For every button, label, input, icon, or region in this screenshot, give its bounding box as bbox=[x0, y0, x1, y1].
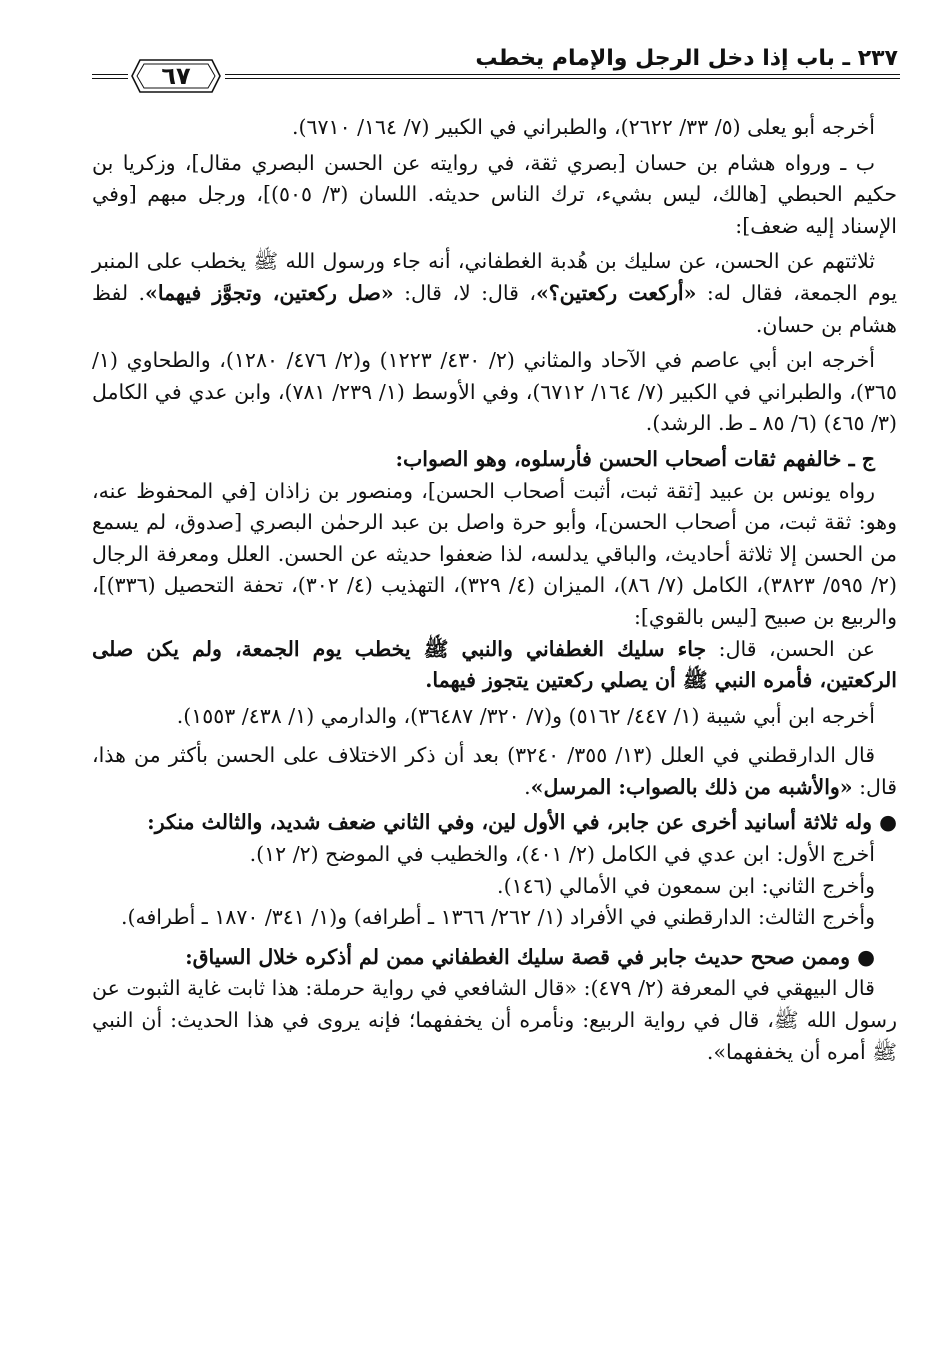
paragraph: وأخرج الثاني: ابن سمعون في الأمالي (١٤٦). bbox=[497, 873, 875, 898]
text-run: ثلاثتهم عن الحسن، عن سليك بن هُدبة الغطفاني، أنه جاء ورسول الله ﷺ يخطب على المنبر يوم الجمعة، فقال له: bbox=[92, 249, 898, 305]
bullet-paragraph: ● وله ثلاثة أسانيد أخرى عن جابر، في الأول لين، وفي الثاني ضعف شديد، والثالث منكر: bbox=[147, 810, 897, 835]
header-rule-left bbox=[92, 74, 128, 79]
hadith-paragraph bbox=[92, 246, 897, 341]
bold-quote: «أركعت ركعتين؟» bbox=[535, 280, 697, 305]
section-heading: ج ـ خالفهم ثقات أصحاب الحسن فأرسلوه، وهو الصواب: bbox=[395, 446, 875, 471]
bold-quote: «صل ركعتين، وتجوَّز فيهما» bbox=[145, 280, 394, 305]
hadith-paragraph bbox=[92, 634, 897, 697]
text-run: ، قال: لا، قال: bbox=[393, 280, 536, 305]
paragraph: ب ـ ورواه هشام بن حسان [بصري ثقة، في روايته عن الحسن البصري مقال]، وزكريا بن حكيم الحبطي [هالك، ليس بشيء، ترك الناس حديثه. اللسان (٣/ ٥٠٥)]، ورجل مبهم [وفي الإسناد إليه ضعف]: bbox=[92, 150, 898, 238]
paragraph: أخرج الأول: ابن عدي في الكامل (٢/ ٤٠١)، والخطيب في الموضح (٢/ ١٢). bbox=[249, 842, 875, 867]
paragraph: أخرجه أبو يعلى (٥/ ٣٣/ ٢٦٢٢)، والطبراني في الكبير (٧/ ١٦٤/ ٦٧١٠). bbox=[292, 115, 875, 139]
page-body bbox=[92, 112, 897, 1068]
paragraph: أخرجه ابن أبي شيبة (١/ ٤٤٧/ ٥١٦٢) و(٧/ ٣٢٠/ ٣٦٤٨٧)، والدارمي (١/ ٤٣٨/ ١٥٥٣). bbox=[176, 703, 875, 728]
bullet-paragraph: ● وممن صحح حديث جابر في قصة سليك الغطفاني ممن لم أذكره خلال السياق: bbox=[185, 944, 875, 969]
running-title: ٢٣٧ ـ باب إذا دخل الرجل والإمام يخطب bbox=[475, 46, 898, 71]
page-number: ٦٧ bbox=[161, 62, 191, 90]
text-run: قال الدارقطني في العلل (١٣/ ٣٥٥/ ٣٢٤٠) بعد أن ذكر الاختلاف على الحسن بأكثر من هذا، قال: bbox=[92, 743, 897, 799]
text-run: . bbox=[524, 774, 531, 799]
paragraph: أخرجه ابن أبي عاصم في الآحاد والمثاني (٢/ ٤٣٠/ ١٢٢٣) و(٢/ ٤٧٦/ ١٢٨٠)، والطحاوي (١/ ٣٦٥)، والطبراني في الكبير (٧/ ١٦٤/ ٦٧١٢)، وفي الأوسط (١/ ٢٣٩/ ٧٨١)، وابن عدي في الكامل (٣/ ٤٦٥) (٦/ ٨٥ ـ ط. الرشد). bbox=[92, 348, 897, 436]
header-rule bbox=[225, 74, 900, 79]
text-run: عن الحسن، قال: bbox=[706, 636, 875, 661]
page-number-badge bbox=[130, 58, 222, 94]
paragraph: قال البيهقي في المعرفة (٢/ ٤٧٩): «قال الشافعي في رواية حرملة: هذا ثابت غاية الثبوت عن رسول الله ﷺ، قال في رواية الربيع: ونأمره أن يخففهما؛ فإنه يروى في هذا الحديث: أن النبي ﷺ أمره أن يخففهما». bbox=[92, 976, 897, 1064]
paragraph: رواه يونس بن عبيد [ثقة ثبت، أثبت أصحاب الحسن]، ومنصور بن زاذان [في المحفوظ عنه، وهو: ثقة ثبت، من أصحاب الحسن]، وأبو حرة واصل بن عبد الرحمٰن البصري [صدوق، لم يسمع من الحسن إلا ثلاثة أحاديث، والباقي يدلسه، لذا ضعفوا حديثه عن الحسن. العلل ومعرفة الرجال (٢/ ٥٩٥/ ٣٨٢٣)، الكامل (٧/ ٨٦)، الميزان (٤/ ٣٢٩)، التهذيب (٤/ ٣٠٢)، تحفة التحصيل (٣٣٦)]، والربيع بن صبيح [ليس بالقوي]: bbox=[92, 478, 897, 629]
bold-hadith-text: جاء سليك الغطفاني والنبي ﷺ يخطب يوم الجمعة، ولم يكن صلى الركعتين، فأمره النبي ﷺ أن يصلي ركعتين يتجوز فيهما. bbox=[92, 636, 897, 693]
bold-quote: «والأشبه من ذلك بالصواب: المرسل» bbox=[530, 774, 853, 799]
paragraph: وأخرج الثالث: الدارقطني في الأفراد (١/ ٢٦٢/ ١٣٦٦ ـ أطرافه) و(١/ ٣٤١/ ١٨٧٠ ـ أطرافه). bbox=[120, 905, 875, 930]
text-run: . لفظ هشام بن حسان. bbox=[92, 280, 897, 337]
paragraph bbox=[92, 740, 897, 803]
